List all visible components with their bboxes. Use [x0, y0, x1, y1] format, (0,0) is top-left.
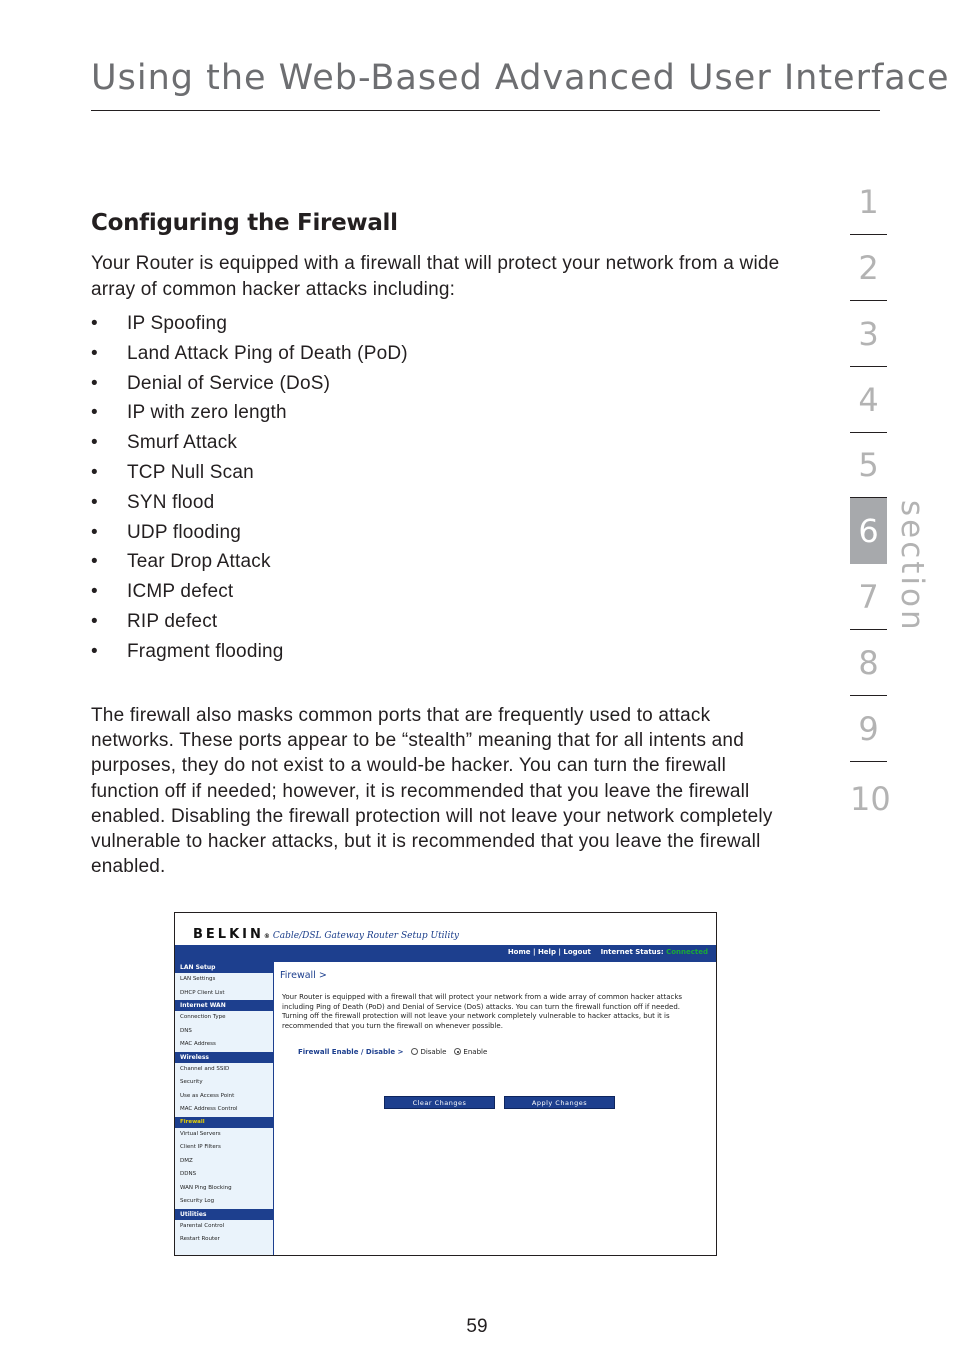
- intro-paragraph: Your Router is equipped with a firewall that will protect your network from a wide array of common hacker attacks including:: [91, 253, 780, 300]
- list-item: [91, 607, 408, 637]
- bullet: •: [91, 461, 98, 483]
- router-sidebar: [175, 962, 274, 1255]
- bullet: •: [91, 491, 98, 513]
- list-item: [91, 547, 408, 577]
- section-tab-4: [850, 367, 887, 433]
- section-number: 8: [858, 644, 879, 682]
- top-links[interactable]: Home | Help | Logout: [507, 948, 591, 956]
- list-item-text: Smurf Attack: [127, 432, 238, 454]
- logo-text: BELKIN: [193, 927, 264, 942]
- sidebar-item-security-log[interactable]: Security Log: [180, 1198, 215, 1204]
- bullet: •: [91, 342, 98, 364]
- header-rule: [91, 110, 880, 111]
- page-header-title: Using the Web-Based Advanced User Interface: [91, 58, 950, 98]
- section-label: section: [894, 500, 930, 633]
- firewall-description: Your Router is equipped with a firewall that will protect your network from a wide array of common hacker attacks including Ping of Death (PoD) and Denial of Service (DoS) attacks. You can turn the firewall function off if needed. Turning off the firewall protection will not leave your network completely vulnerable to hacker attacks, but it is recommended that you turn the firewall on whenever possible.: [282, 993, 683, 1031]
- sidebar-item-access-point[interactable]: Use as Access Point: [180, 1092, 235, 1099]
- list-item: [91, 428, 408, 458]
- top-status-bar: [175, 945, 716, 959]
- section-number: 3: [858, 315, 879, 353]
- list-item-text: Fragment flooding: [127, 640, 284, 662]
- list-item: [91, 309, 408, 339]
- section-tab-2: [850, 235, 887, 301]
- sidebar-item-mac-address[interactable]: MAC Address: [180, 1041, 216, 1047]
- internet-status-label: Internet Status:: [600, 948, 664, 956]
- section-number: 7: [858, 578, 879, 616]
- sidebar-heading-firewall[interactable]: Firewall: [175, 1117, 273, 1128]
- firewall-toggle-row: [298, 1048, 710, 1056]
- list-item-text: ICMP defect: [127, 581, 234, 603]
- list-item: [91, 577, 408, 607]
- bullet: •: [91, 372, 98, 394]
- sidebar-item-lan-settings[interactable]: LAN Settings: [180, 976, 216, 982]
- list-item-text: Tear Drop Attack: [127, 551, 271, 573]
- section-number: 2: [858, 249, 879, 287]
- sidebar-item-dns[interactable]: DNS: [180, 1027, 192, 1034]
- section-tab-3: [850, 301, 887, 367]
- sidebar-item-client-ip-filters[interactable]: Client IP Filters: [180, 1144, 221, 1150]
- list-item: [91, 398, 408, 428]
- section-number: 1: [858, 183, 879, 221]
- apply-changes-button[interactable]: Apply Changes: [504, 1096, 615, 1109]
- enable-radio[interactable]: [454, 1048, 461, 1055]
- disable-radio[interactable]: [411, 1048, 418, 1055]
- sidebar-item-connection-type[interactable]: Connection Type: [180, 1014, 226, 1020]
- list-item-text: IP Spoofing: [127, 313, 228, 334]
- breadcrumb: Firewall >: [280, 970, 327, 981]
- list-item-text: RIP defect: [127, 610, 218, 632]
- list-item-text: UDP flooding: [127, 521, 242, 543]
- section-tab-5: [850, 432, 887, 498]
- list-item: [91, 518, 408, 548]
- section-number: 4: [858, 381, 879, 419]
- list-item: [91, 369, 408, 399]
- page-number: 59: [466, 1316, 488, 1337]
- list-item: [91, 488, 408, 518]
- bullet: •: [91, 640, 98, 662]
- section-divider: [850, 761, 887, 762]
- list-item-text: Land Attack Ping of Death (PoD): [127, 342, 408, 364]
- bullet: •: [91, 521, 98, 543]
- sidebar-item-channel-ssid[interactable]: Channel and SSID: [180, 1065, 230, 1072]
- sidebar-item-dhcp-client-list[interactable]: DHCP Client List: [180, 989, 225, 996]
- list-item: [91, 339, 408, 369]
- list-item-text: IP with zero length: [127, 402, 287, 424]
- bullet: •: [91, 432, 98, 454]
- sidebar-item-restart-router[interactable]: Restart Router: [180, 1236, 220, 1242]
- section-tab-9: [850, 696, 887, 762]
- sidebar-item-ddns[interactable]: DDNS: [180, 1171, 197, 1177]
- router-ui-screenshot: [174, 912, 717, 1256]
- sidebar-item-security[interactable]: Security: [180, 1079, 203, 1085]
- sidebar-item-parental-control[interactable]: Parental Control: [180, 1222, 225, 1229]
- internet-status-value: Connected: [666, 948, 708, 956]
- sidebar-item-wan-ping-blocking[interactable]: WAN Ping Blocking: [180, 1184, 232, 1191]
- sidebar-heading-wireless[interactable]: Wireless: [175, 1052, 273, 1063]
- enable-radio-label: Enable: [463, 1047, 488, 1056]
- section-tab-6-active: [850, 498, 887, 564]
- logo-mark: ®: [263, 933, 270, 940]
- sidebar-item-virtual-servers[interactable]: Virtual Servers: [180, 1130, 221, 1137]
- firewall-toggle-label: Firewall Enable / Disable >: [298, 1047, 404, 1056]
- section-tab-8: [850, 630, 887, 696]
- bullet: •: [91, 313, 98, 334]
- disable-radio-label: Disable: [420, 1047, 447, 1056]
- belkin-logo: [193, 927, 459, 942]
- section-tab-7: [850, 564, 887, 630]
- sidebar-item-dmz[interactable]: DMZ: [180, 1157, 193, 1164]
- section-tab-1: [850, 169, 887, 235]
- bullet: •: [91, 551, 98, 573]
- sidebar-heading-utilities[interactable]: Utilities: [175, 1209, 273, 1220]
- list-item-text: TCP Null Scan: [127, 461, 254, 483]
- sidebar-heading-internet-wan[interactable]: Internet WAN: [175, 1000, 273, 1011]
- bullet: •: [91, 402, 98, 424]
- section-heading: Configuring the Firewall: [91, 210, 398, 236]
- section-number: 6: [858, 512, 879, 550]
- section-number: 5: [858, 446, 879, 484]
- section-tab-10: [850, 766, 891, 832]
- bullet: •: [91, 610, 98, 632]
- list-item: [91, 458, 408, 488]
- section-number: 10: [850, 780, 891, 818]
- list-item-text: SYN flood: [127, 491, 215, 513]
- sidebar-heading-lan-setup[interactable]: LAN Setup: [175, 962, 273, 973]
- body-paragraph: The firewall also masks common ports that are frequently used to attack networks. These ports appear to be “stealth” meaning that for all intents and purposes, they do not exist to a would-be hacker. You can turn the firewall function off if needed; however, it is recommended that you leave the firewall enabled. Disabling the firewall protection will not leave your network completely vulnerable to hacker attacks, but it is recommended that you leave the firewall enabled.: [91, 705, 773, 878]
- utility-title: Cable/DSL Gateway Router Setup Utility: [272, 931, 460, 941]
- section-number: 9: [858, 710, 879, 748]
- list-item-text: Denial of Service (DoS): [127, 372, 331, 394]
- sidebar-item-mac-address-control[interactable]: MAC Address Control: [180, 1106, 238, 1112]
- clear-changes-button[interactable]: Clear Changes: [384, 1096, 495, 1109]
- attack-list: [91, 309, 408, 667]
- bullet: •: [91, 581, 98, 603]
- router-main-panel: [280, 970, 710, 1107]
- list-item: [91, 637, 408, 667]
